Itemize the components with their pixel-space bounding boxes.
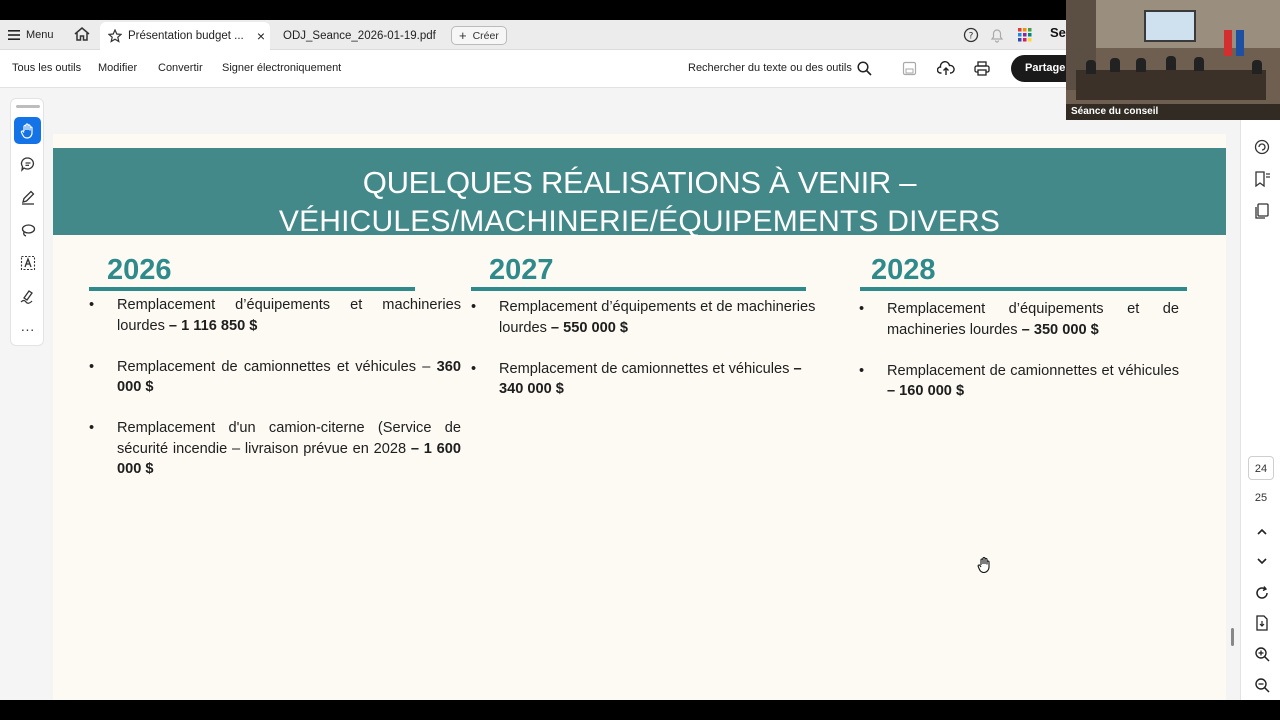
signature-pen-icon bbox=[20, 288, 36, 304]
search-tools-label[interactable]: Rechercher du texte ou des outils bbox=[688, 62, 852, 74]
lasso-tool-button[interactable] bbox=[14, 216, 41, 243]
toolbar-e-sign[interactable]: Signer électroniquement bbox=[222, 62, 342, 74]
bell-icon[interactable] bbox=[990, 26, 1004, 44]
search-icon[interactable] bbox=[857, 61, 872, 76]
account-name[interactable]: Se bbox=[1050, 25, 1066, 40]
slide-title-line1: QUELQUES RÉALISATIONS À VENIR – bbox=[362, 165, 917, 200]
person-figure bbox=[1166, 56, 1176, 70]
council-table bbox=[1076, 70, 1266, 100]
chevron-down-icon[interactable] bbox=[1253, 552, 1271, 570]
cloud-upload-icon[interactable] bbox=[937, 60, 955, 76]
document-scrollbar[interactable] bbox=[1231, 628, 1234, 646]
tab-presentation-budget[interactable] bbox=[100, 22, 270, 50]
page-number-next[interactable]: 25 bbox=[1254, 492, 1268, 504]
toolbar-all-tools[interactable]: Tous les outils bbox=[12, 62, 82, 74]
refresh-icon[interactable] bbox=[1253, 584, 1271, 602]
comment-icon bbox=[20, 156, 36, 172]
sign-tool-button[interactable] bbox=[14, 282, 41, 309]
bookmark-list-icon[interactable] bbox=[1253, 170, 1271, 188]
menu-label: Menu bbox=[26, 29, 54, 41]
items-list bbox=[89, 295, 461, 500]
zoom-out-icon[interactable] bbox=[1253, 676, 1271, 694]
hamburger-icon bbox=[8, 30, 20, 40]
video-conference-thumbnail[interactable] bbox=[1066, 0, 1280, 120]
chevron-up-icon[interactable] bbox=[1253, 523, 1271, 541]
toolbar-edit[interactable]: Modifier bbox=[98, 62, 138, 74]
slide-page bbox=[53, 134, 1226, 700]
create-label: Créer bbox=[472, 29, 499, 42]
slide-title-banner bbox=[53, 148, 1226, 238]
hand-tool-button[interactable] bbox=[14, 117, 41, 144]
draw-tool-button[interactable] bbox=[14, 183, 41, 210]
bottom-black-strip bbox=[0, 700, 1280, 720]
left-tool-rail bbox=[10, 98, 44, 346]
rail-grip[interactable] bbox=[16, 105, 40, 108]
items-list bbox=[471, 297, 817, 420]
year-heading: 2027 bbox=[489, 254, 554, 286]
hand-cursor-icon bbox=[977, 556, 993, 574]
tab-label: ODJ_Seance_2026-01-19.pdf bbox=[283, 30, 436, 42]
person-figure bbox=[1110, 58, 1120, 72]
create-button[interactable] bbox=[451, 26, 507, 45]
items-list bbox=[859, 299, 1179, 422]
text-select-tool-button[interactable] bbox=[14, 249, 41, 276]
file-download-icon[interactable] bbox=[1253, 614, 1271, 632]
apps-grid-icon[interactable] bbox=[1018, 26, 1032, 44]
pen-icon bbox=[20, 189, 36, 205]
person-figure bbox=[1252, 60, 1262, 74]
lasso-icon bbox=[20, 222, 36, 238]
tab-odj-seance[interactable] bbox=[283, 22, 436, 50]
right-side-panel bbox=[1240, 118, 1280, 700]
person-figure bbox=[1136, 58, 1146, 72]
year-rule bbox=[860, 287, 1187, 291]
menu-button[interactable] bbox=[8, 25, 54, 45]
flag-blue bbox=[1236, 30, 1244, 56]
plus-icon: + bbox=[459, 28, 467, 43]
tab-label: Présentation budget ... bbox=[128, 30, 244, 42]
video-caption: Séance du conseil bbox=[1066, 104, 1280, 120]
print-icon[interactable] bbox=[974, 61, 990, 76]
list-item: • Remplacement d’équipements et de machineries lourdes – 350 000 $ bbox=[859, 299, 1179, 340]
copy-pages-icon[interactable] bbox=[1253, 202, 1271, 220]
hand-icon bbox=[20, 123, 35, 139]
more-tools-icon[interactable]: ··· bbox=[20, 320, 35, 337]
person-figure bbox=[1086, 60, 1096, 74]
list-item: • Remplacement d’équipements et de machineries lourdes – 550 000 $ bbox=[471, 297, 817, 338]
video-projection-screen bbox=[1144, 10, 1196, 42]
list-item: • Remplacement de camionnettes et véhicules – 360 000 $ bbox=[89, 357, 461, 398]
close-tab-icon[interactable]: × bbox=[256, 28, 266, 44]
year-rule bbox=[471, 287, 806, 291]
slide-title-line2: VÉHICULES/MACHINERIE/ÉQUIPEMENTS DIVERS bbox=[278, 205, 1001, 238]
year-heading: 2026 bbox=[107, 254, 172, 286]
list-item: • Remplacement de camionnettes et véhicules – 340 000 $ bbox=[471, 359, 817, 400]
year-rule bbox=[89, 287, 415, 291]
document-area bbox=[50, 88, 1240, 700]
toolbar-convert[interactable]: Convertir bbox=[158, 62, 203, 74]
home-button[interactable] bbox=[73, 25, 93, 45]
list-item: • Remplacement d'un camion-citerne (Service de sécurité incendie – livraison prévue en 2028 – 1 600 000 $ bbox=[89, 418, 461, 480]
page-number-current[interactable]: 24 bbox=[1248, 456, 1274, 480]
person-figure bbox=[1194, 57, 1204, 71]
comment-tool-button[interactable] bbox=[14, 150, 41, 177]
share-button[interactable]: Partage bbox=[1011, 55, 1091, 82]
list-item: • Remplacement d’équipements et machineries lourdes – 1 116 850 $ bbox=[89, 295, 461, 336]
save-icon[interactable] bbox=[902, 61, 917, 76]
text-box-icon bbox=[20, 255, 36, 271]
star-icon[interactable] bbox=[108, 29, 122, 43]
list-item: • Remplacement de camionnettes et véhicules – 160 000 $ bbox=[859, 361, 1179, 402]
ai-assistant-icon[interactable] bbox=[1253, 138, 1271, 156]
zoom-in-icon[interactable] bbox=[1253, 645, 1271, 663]
flag-red bbox=[1224, 30, 1232, 56]
svg-text:?: ? bbox=[968, 31, 974, 42]
help-icon[interactable] bbox=[963, 26, 979, 44]
home-icon bbox=[73, 25, 91, 43]
year-heading: 2028 bbox=[871, 254, 936, 286]
